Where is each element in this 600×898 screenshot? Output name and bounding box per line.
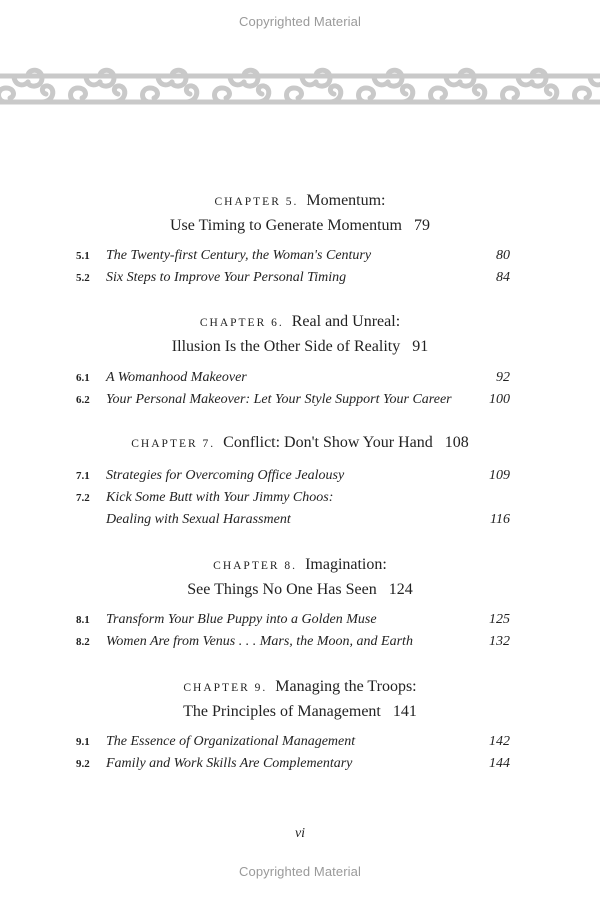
watermark-top: Copyrighted Material (239, 14, 361, 29)
section-number: 8.2 (76, 636, 90, 648)
section-page: 144 (489, 756, 510, 771)
chapter-page: 108 (444, 434, 469, 451)
chapter-8-heading (0, 554, 600, 601)
section-number: 8.1 (76, 614, 90, 626)
chapter-title: Real and Unreal: (291, 313, 401, 330)
chapter-label: CHAPTER 8. (213, 560, 298, 572)
section-title: Strategies for Overcoming Office Jealousy (106, 468, 345, 483)
section-page: 142 (489, 734, 510, 749)
chapter-7-heading (0, 432, 600, 455)
section-page: 100 (489, 392, 510, 407)
chapter-page: 79 (413, 217, 430, 234)
chapter-title: Imagination: (305, 556, 387, 573)
toc-entry (0, 368, 600, 388)
section-title: Your Personal Makeover: Let Your Style Support Your Career (106, 392, 452, 407)
toc-entry (0, 268, 600, 288)
page-number: vi (294, 826, 306, 841)
section-page: 109 (489, 468, 510, 483)
section-title: The Essence of Organizational Management (106, 734, 356, 749)
toc-entry (0, 488, 600, 508)
toc-entry (0, 390, 600, 410)
chapter-page: 91 (412, 338, 429, 355)
toc-entry-continuation (0, 510, 600, 530)
section-number: 9.2 (76, 758, 90, 770)
section-page: 80 (496, 248, 510, 263)
section-title: Women Are from Venus . . . Mars, the Moon, and Earth (106, 634, 413, 649)
chapter-subtitle: The Principles of Management (183, 703, 381, 720)
section-title-continued: Dealing with Sexual Harassment (106, 512, 291, 527)
section-number: 6.1 (76, 372, 90, 384)
section-number: 7.1 (76, 470, 90, 482)
watermark-bottom: Copyrighted Material (239, 864, 361, 879)
section-title: Transform Your Blue Puppy into a Golden Muse (106, 612, 377, 627)
section-number: 7.2 (76, 492, 90, 504)
section-title: Family and Work Skills Are Complementary (106, 756, 353, 771)
chapter-label: CHAPTER 7. (131, 438, 216, 450)
section-number: 5.1 (76, 250, 90, 262)
chapter-label: CHAPTER 5. (214, 196, 299, 208)
chapter-5-heading (0, 190, 600, 237)
decorative-border (0, 58, 600, 118)
section-page: 92 (496, 370, 510, 385)
chapter-title: Managing the Troops: (275, 678, 417, 695)
toc-entry (0, 610, 600, 630)
section-title: Kick Some Butt with Your Jimmy Choos: (106, 490, 334, 505)
chapter-title: Conflict: Don't Show Your Hand (223, 434, 433, 451)
section-page: 116 (490, 512, 510, 527)
chapter-page: 124 (388, 581, 413, 598)
section-number: 5.2 (76, 272, 90, 284)
section-page: 84 (496, 270, 510, 285)
section-title: Six Steps to Improve Your Personal Timing (106, 270, 347, 285)
chapter-9-heading (0, 676, 600, 723)
toc-entry (0, 732, 600, 752)
chapter-subtitle: Use Timing to Generate Momentum (170, 217, 402, 234)
section-title: The Twenty-first Century, the Woman's Century (106, 248, 372, 263)
toc-entry (0, 246, 600, 266)
chapter-label: CHAPTER 6. (199, 317, 284, 329)
chapter-subtitle: Illusion Is the Other Side of Reality (171, 338, 401, 355)
chapter-page: 141 (392, 703, 417, 720)
chapter-label: CHAPTER 9. (183, 682, 268, 694)
chapter-6-heading (0, 311, 600, 358)
section-page: 125 (489, 612, 510, 627)
section-number: 9.1 (76, 736, 90, 748)
toc-entry (0, 754, 600, 774)
chapter-title: Momentum: (306, 192, 386, 209)
section-title: A Womanhood Makeover (106, 370, 247, 385)
chapter-subtitle: See Things No One Has Seen (187, 581, 377, 598)
toc-entry (0, 632, 600, 652)
toc-entry (0, 466, 600, 486)
section-number: 6.2 (76, 394, 90, 406)
section-page: 132 (489, 634, 510, 649)
